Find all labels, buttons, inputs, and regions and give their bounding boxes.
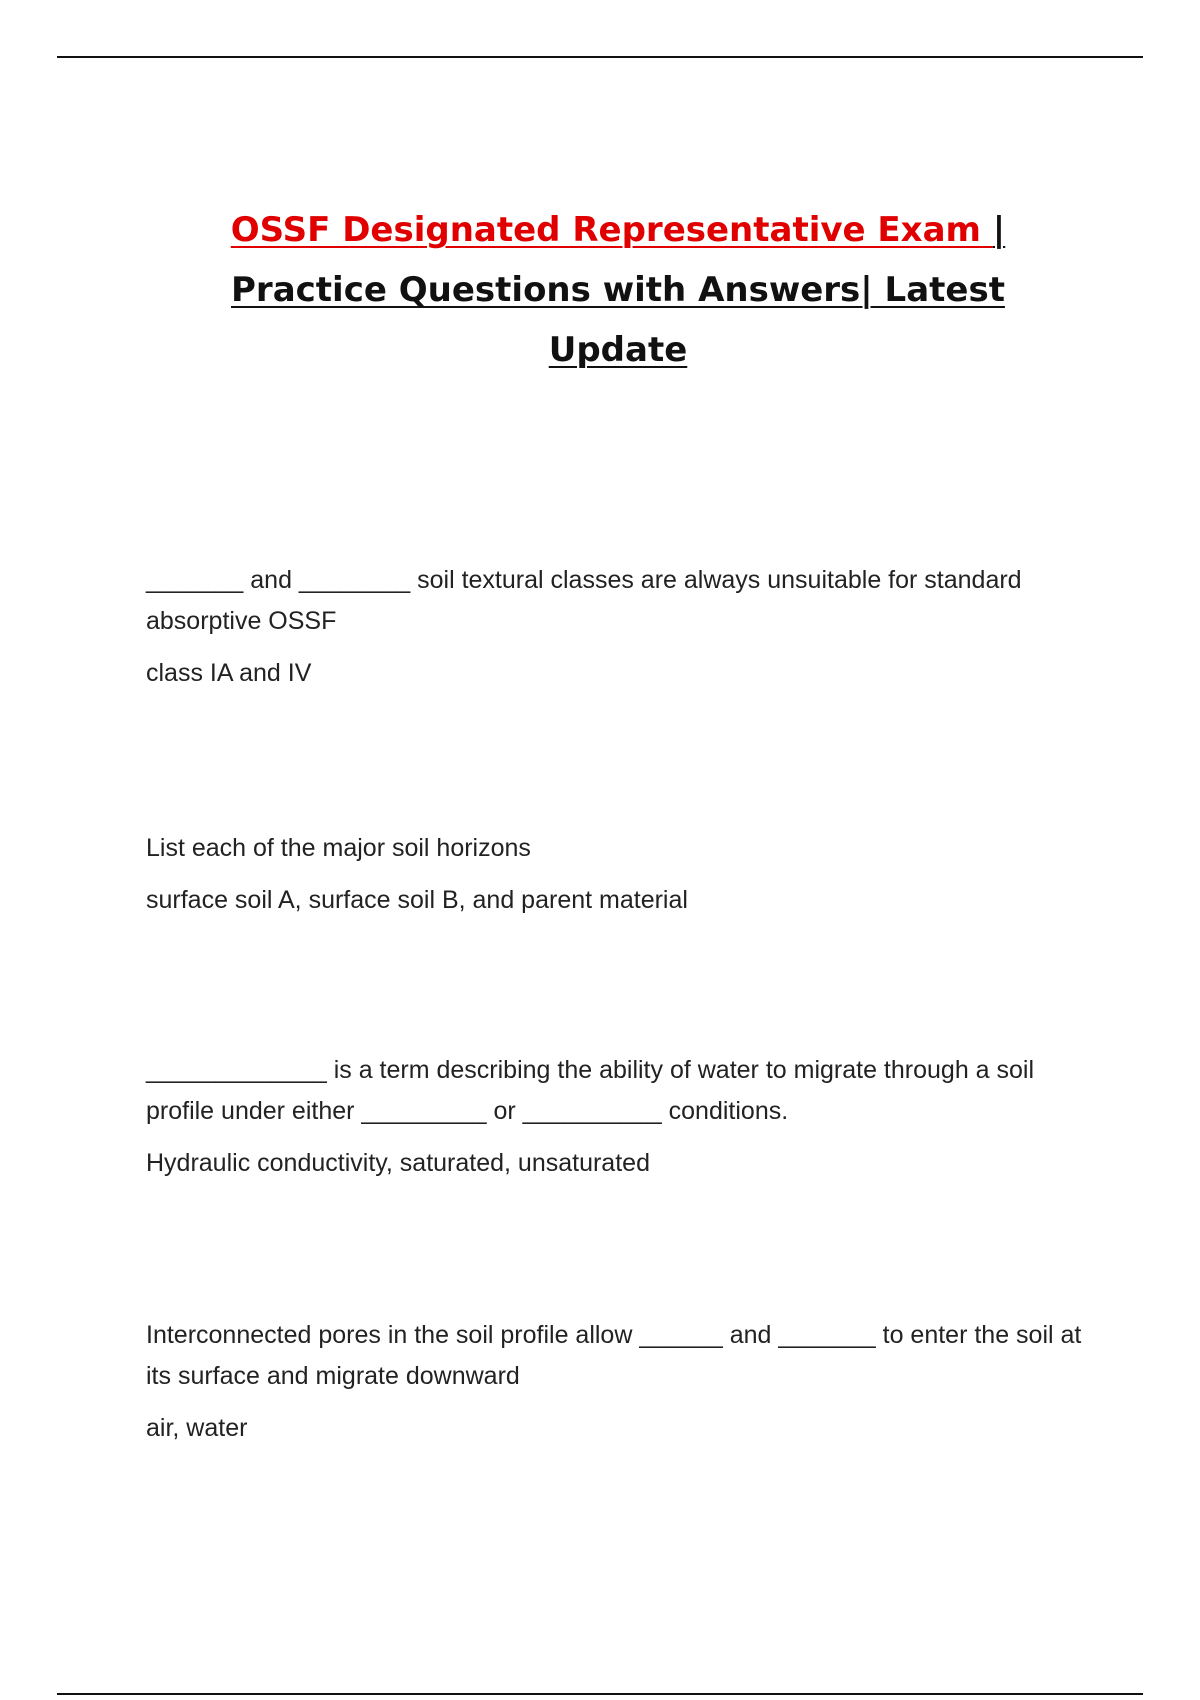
answer-text: air, water: [146, 1414, 248, 1442]
question-text: _____________ is a term describing the ability of water to migrate through a soil profile under either _________ or __________ conditions.: [146, 1056, 1035, 1125]
document-title: [120, 200, 1116, 380]
qa-item: [146, 560, 1096, 690]
qa-item: [146, 1315, 1096, 1445]
question-text: List each of the major soil horizons: [146, 834, 531, 862]
title-separator: |: [992, 210, 1006, 250]
title-exam-name: OSSF Designated Representative Exam: [230, 210, 993, 250]
qa-item: [146, 828, 1096, 917]
answer-text: surface soil A, surface soil B, and parent material: [146, 886, 688, 914]
title-subtitle: Practice Questions with Answers| Latest: [231, 270, 1005, 310]
header-rule: [57, 56, 1143, 58]
question-text: _______ and ________ soil textural classes are always unsuitable for standard absorptive OSSF: [146, 566, 1022, 635]
question-text: Interconnected pores in the soil profile allow ______ and _______ to enter the soil at its surface and migrate downward: [146, 1321, 1082, 1390]
title-update: Update: [548, 330, 688, 370]
answer-text: Hydraulic conductivity, saturated, unsaturated: [146, 1149, 650, 1177]
footer-rule: [57, 1693, 1143, 1695]
answer-text: class IA and IV: [146, 659, 312, 687]
qa-item: [146, 1050, 1096, 1180]
